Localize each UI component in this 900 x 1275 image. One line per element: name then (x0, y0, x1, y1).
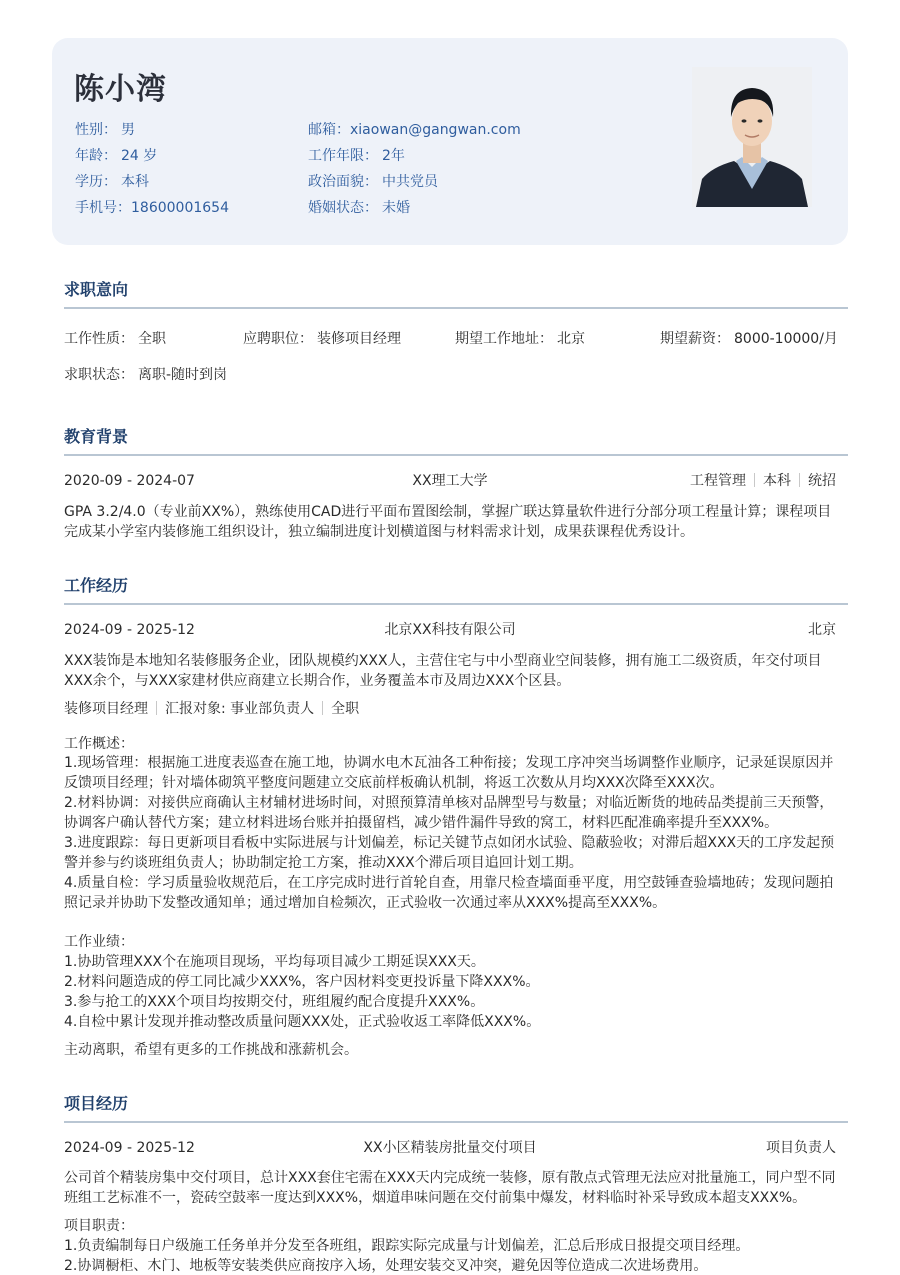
education-school: XX理工大学 (412, 473, 488, 489)
work-overview-title: 工作概述： (64, 736, 134, 752)
work-company-intro: XXX装饰是本地知名装修服务企业，团队规模约XXX人，主营住宅与中小型商业空间装修，拥有施工二级资质，年交付项目XXX余个，与XXX家建材供应商建立长期合作，业务覆盖本市及周边XXX个区县。 (64, 653, 822, 689)
work-section-title: 工作经历 (64, 576, 129, 595)
profile-photo (692, 67, 812, 207)
work-years-value: 2年 (382, 148, 405, 164)
work-results-title: 工作业绩： (64, 934, 134, 950)
candidate-name: 陈小湾 (74, 72, 167, 107)
work-overview-item: 1.现场管理：根据施工进度表巡查在施工地，协调水电木瓦油各工种衔接；发现工序冲突当场调整作业顺序，记录延误原因并反馈项目经理；针对墙体砌筑平整度问题建立交底前样板确认机制，将返工次数从月均XXX次降至XXX次。 (64, 755, 834, 791)
separator (156, 701, 157, 715)
education-degree: 本科 (763, 473, 791, 489)
email-row (308, 121, 521, 139)
work-role-meta (64, 700, 359, 718)
work-employment-type: 全职 (331, 701, 360, 717)
work-city: 北京 (808, 622, 836, 638)
intent-divider (64, 307, 848, 309)
work-years-row (308, 147, 405, 165)
project-duty-item: 2.协调橱柜、木门、地板等安装类供应商按序入场，处理安装交叉冲突，避免因等位造成二次进场费用。 (64, 1258, 708, 1274)
project-divider (64, 1121, 848, 1123)
job-salary-value: 8000-10000/月 (734, 331, 838, 347)
education-description: GPA 3.2/4.0（专业前XX%），熟练使用CAD进行平面布置图绘制，掌握广联达算量软件进行分部分项工程量计算；课程项目完成某小学室内装修施工组织设计，独立编制进度计划横道图与材料需求计划，成果获课程优秀设计。 (64, 504, 832, 540)
job-position-value: 装修项目经理 (317, 331, 401, 347)
job-type-label: 工作性质： (64, 331, 134, 347)
age-value: 24 岁 (121, 148, 158, 164)
gender-label: 性别： (75, 122, 117, 138)
political-row (308, 173, 438, 191)
job-status (64, 366, 227, 384)
work-years-label: 工作年限： (308, 148, 378, 164)
project-role: 项目负责人 (766, 1140, 836, 1156)
marital-row (308, 199, 410, 217)
project-name: XX小区精装房批量交付项目 (363, 1140, 537, 1156)
project-duty-title: 项目职责： (64, 1218, 134, 1234)
job-type (64, 330, 166, 348)
work-overview-item: 3.进度跟踪：每日更新项目看板中实际进展与计划偏差，标记关键节点如闭水试验、隐蔽验收；对滞后超XXX天的工序发起预警并参与约谈班组负责人；协助制定抢工方案，推动XXX个滞后项目追回计划工期。 (64, 835, 835, 871)
job-status-label: 求职状态： (64, 367, 134, 383)
education-value: 本科 (121, 174, 149, 190)
work-result-item: 4.自检中累计发现并推动整改质量问题XXX处，正式验收返工率降低XXX%。 (64, 1014, 541, 1030)
gender-value: 男 (121, 122, 135, 138)
intent-section-title: 求职意向 (64, 280, 129, 299)
project-description: 公司首个精装房集中交付项目，总计XXX套住宅需在XXX天内完成统一装修，原有散点式管理无法应对批量施工，同户型不同班组工艺标准不一，瓷砖空鼓率一度达到XXX%，烟道串味问题在交付前集中爆发，材料临时补采导致成本超支XXX%。 (64, 1170, 836, 1206)
phone-value[interactable]: 18600001654 (131, 200, 229, 216)
education-major: 工程管理 (690, 473, 746, 489)
work-report-to: 汇报对象: 事业部负责人 (165, 701, 315, 717)
email-value[interactable]: xiaowan@gangwan.com (350, 122, 521, 138)
job-location (455, 330, 585, 348)
work-role: 装修项目经理 (64, 701, 148, 717)
work-result-item: 3.参与抢工的XXX个项目均按期交付，班组履约配合度提升XXX%。 (64, 994, 485, 1010)
profile-card (52, 38, 848, 245)
education-label: 学历： (75, 174, 117, 190)
work-result-item: 2.材料问题造成的停工同比减少XXX%，客户因材料变更投诉量下降XXX%。 (64, 974, 540, 990)
age-row (75, 147, 157, 165)
separator (799, 473, 800, 487)
phone-row (75, 199, 229, 217)
marital-label: 婚姻状态： (308, 200, 378, 216)
work-result-item: 1.协助管理XXX个在施项目现场，平均每项目减少工期延误XXX天。 (64, 954, 485, 970)
job-position-label: 应聘职位： (243, 331, 313, 347)
job-salary-label: 期望薪资： (660, 331, 730, 347)
work-company: 北京XX科技有限公司 (384, 622, 516, 638)
work-divider (64, 603, 848, 605)
work-date: 2024-09 - 2025-12 (64, 622, 195, 638)
political-label: 政治面貌： (308, 174, 378, 190)
marital-value: 未婚 (382, 200, 410, 216)
education-divider (64, 454, 848, 456)
job-position (243, 330, 401, 348)
education-date: 2020-09 - 2024-07 (64, 473, 195, 489)
age-label: 年龄： (75, 148, 117, 164)
work-overview-item: 4.质量自检：学习质量验收规范后，在工序完成时进行首轮自查，用靠尺检查墙面垂平度，用空鼓锤查验墙地砖；发现问题拍照记录并协助下发整改通知单；通过增加自检频次，正式验收一次通过率从XXX%提高至XXX%。 (64, 875, 834, 911)
education-meta (560, 472, 836, 490)
political-value: 中共党员 (382, 174, 438, 190)
project-section-title: 项目经历 (64, 1094, 129, 1113)
education-section-title: 教育背景 (64, 427, 129, 446)
project-duty-item: 1.负责编制每日户级施工任务单并分发至各班组，跟踪实际完成量与计划偏差，汇总后形成日报提交项目经理。 (64, 1238, 750, 1254)
education-type: 统招 (808, 473, 836, 489)
work-overview-item: 2.材料协调：对接供应商确认主材辅材进场时间，对照预算清单核对品牌型号与数量；对临近断货的地砖品类提前三天预警，协调客户确认替代方案；建立材料进场台账并拍摄留档，减少错件漏件导致的窝工，材料匹配准确率提升至XXX%。 (64, 795, 834, 831)
job-type-value: 全职 (138, 331, 166, 347)
separator (322, 701, 323, 715)
job-location-value: 北京 (557, 331, 585, 347)
gender-row (75, 121, 135, 139)
email-label: 邮箱： (308, 122, 350, 138)
job-status-value: 离职-随时到岗 (138, 367, 228, 383)
job-salary (660, 330, 838, 348)
education-row (75, 173, 149, 191)
phone-label: 手机号： (75, 200, 131, 216)
job-location-label: 期望工作地址： (455, 331, 553, 347)
work-leave-reason: 主动离职，希望有更多的工作挑战和涨薪机会。 (64, 1042, 358, 1058)
separator (754, 473, 755, 487)
project-date: 2024-09 - 2025-12 (64, 1140, 195, 1156)
